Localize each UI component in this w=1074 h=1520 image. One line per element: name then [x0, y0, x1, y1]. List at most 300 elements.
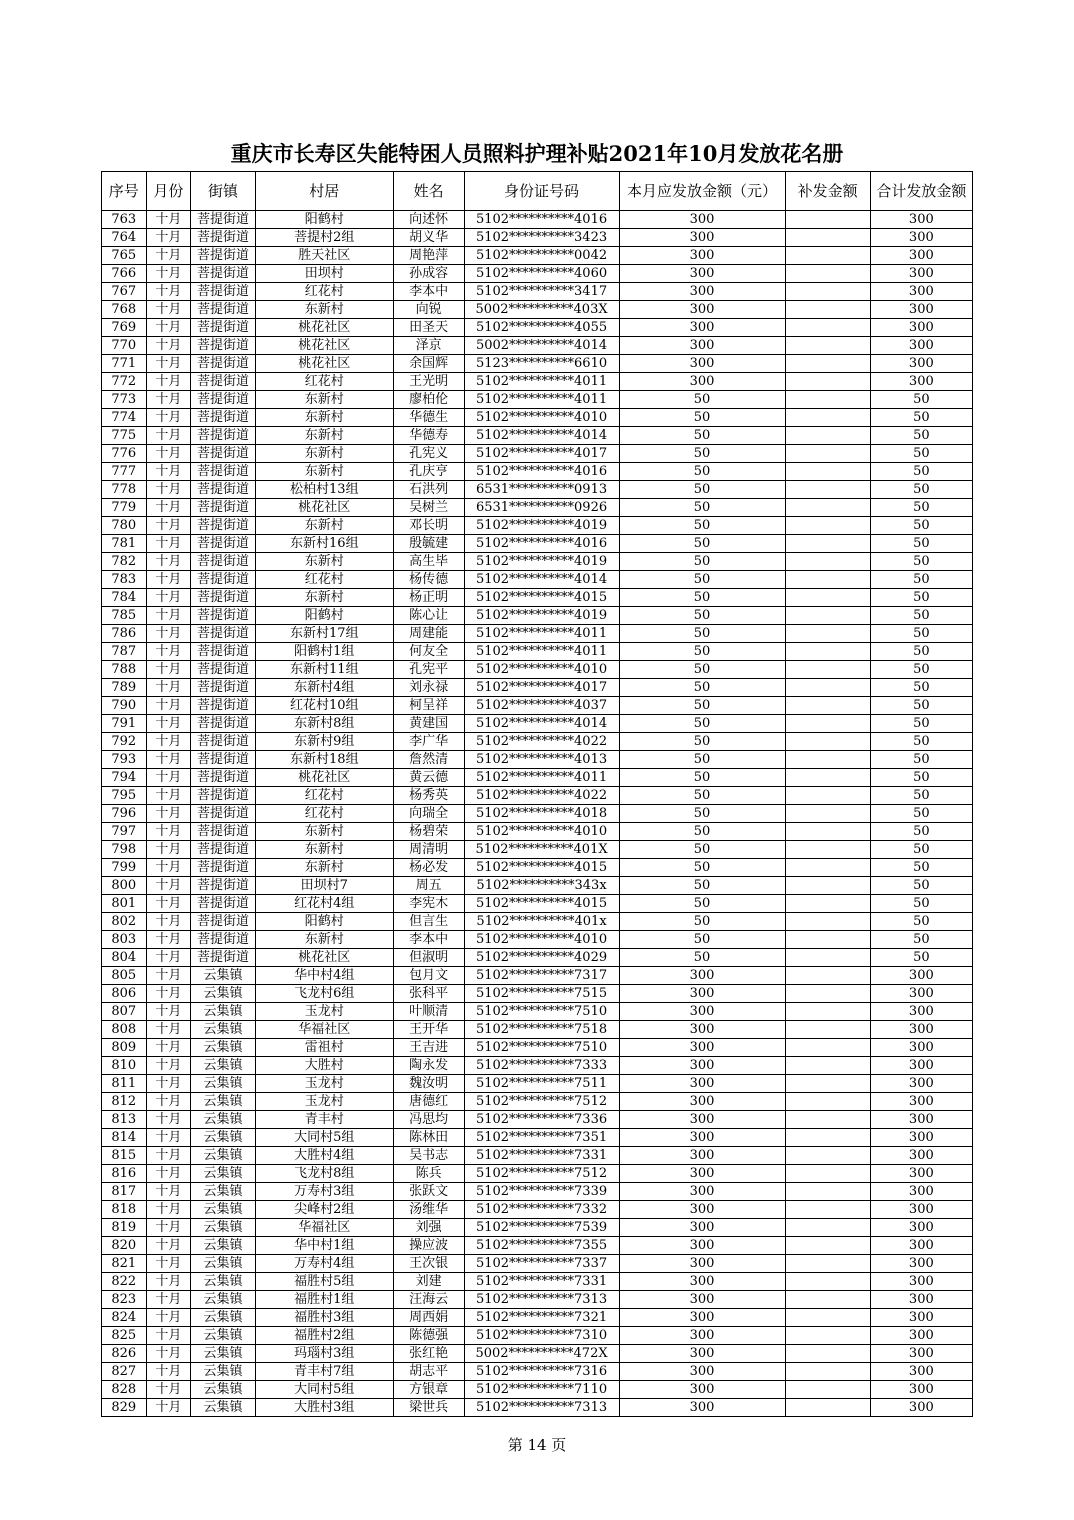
cell-index: 818 [102, 1201, 147, 1219]
cell-month: 十月 [146, 1111, 191, 1129]
cell-monthly-amount: 50 [619, 949, 785, 967]
cell-village: 桃花社区 [255, 337, 393, 355]
cell-total-amount: 300 [870, 373, 972, 391]
cell-id-number: 5102**********4022 [464, 787, 619, 805]
cell-street: 菩提街道 [191, 769, 256, 787]
cell-street: 云集镇 [191, 1075, 256, 1093]
cell-total-amount: 300 [870, 265, 972, 283]
table-row [102, 769, 973, 787]
cell-total-amount: 50 [870, 715, 972, 733]
cell-monthly-amount: 300 [619, 1327, 785, 1345]
cell-id-number: 5102**********4037 [464, 697, 619, 715]
cell-month: 十月 [146, 679, 191, 697]
cell-village: 福胜村5组 [255, 1273, 393, 1291]
cell-index: 798 [102, 841, 147, 859]
cell-village: 红花村10组 [255, 697, 393, 715]
cell-total-amount: 300 [870, 1381, 972, 1399]
table-row [102, 265, 973, 283]
cell-village: 大同村5组 [255, 1381, 393, 1399]
cell-supplement-amount [785, 571, 870, 589]
cell-id-number: 6531**********0926 [464, 499, 619, 517]
cell-supplement-amount [785, 211, 870, 229]
cell-name: 孔宪平 [393, 661, 464, 679]
cell-village: 雷祖村 [255, 1039, 393, 1057]
cell-index: 819 [102, 1219, 147, 1237]
cell-month: 十月 [146, 211, 191, 229]
cell-name: 胡志平 [393, 1363, 464, 1381]
cell-supplement-amount [785, 985, 870, 1003]
cell-supplement-amount [785, 679, 870, 697]
cell-village: 东新村 [255, 823, 393, 841]
cell-supplement-amount [785, 247, 870, 265]
cell-street: 菩提街道 [191, 607, 256, 625]
cell-name: 张红艳 [393, 1345, 464, 1363]
cell-id-number: 5102**********7332 [464, 1201, 619, 1219]
header-supplement-amount: 补发金额 [785, 172, 870, 211]
cell-index: 802 [102, 913, 147, 931]
table-row [102, 1147, 973, 1165]
cell-id-number: 5102**********4010 [464, 823, 619, 841]
cell-total-amount: 50 [870, 913, 972, 931]
cell-name: 石洪列 [393, 481, 464, 499]
cell-name: 李本中 [393, 283, 464, 301]
cell-index: 772 [102, 373, 147, 391]
cell-village: 东新村17组 [255, 625, 393, 643]
cell-total-amount: 300 [870, 355, 972, 373]
cell-month: 十月 [146, 229, 191, 247]
cell-index: 777 [102, 463, 147, 481]
table-row [102, 355, 973, 373]
cell-id-number: 5102**********7313 [464, 1291, 619, 1309]
cell-month: 十月 [146, 373, 191, 391]
cell-id-number: 5102**********4014 [464, 715, 619, 733]
cell-street: 菩提街道 [191, 463, 256, 481]
cell-month: 十月 [146, 391, 191, 409]
cell-id-number: 5102**********4016 [464, 535, 619, 553]
cell-month: 十月 [146, 859, 191, 877]
cell-supplement-amount [785, 589, 870, 607]
cell-name: 叶顺清 [393, 1003, 464, 1021]
cell-month: 十月 [146, 463, 191, 481]
cell-total-amount: 300 [870, 1219, 972, 1237]
cell-id-number: 5102**********4016 [464, 463, 619, 481]
cell-id-number: 5102**********7515 [464, 985, 619, 1003]
cell-village: 东新村4组 [255, 679, 393, 697]
cell-name: 刘建 [393, 1273, 464, 1291]
cell-supplement-amount [785, 481, 870, 499]
cell-name: 陈林田 [393, 1129, 464, 1147]
cell-index: 800 [102, 877, 147, 895]
cell-monthly-amount: 50 [619, 625, 785, 643]
cell-total-amount: 50 [870, 409, 972, 427]
cell-id-number: 5102**********7351 [464, 1129, 619, 1147]
cell-id-number: 5102**********7331 [464, 1147, 619, 1165]
cell-village: 胜天社区 [255, 247, 393, 265]
cell-village: 东新村 [255, 445, 393, 463]
table-row [102, 679, 973, 697]
cell-total-amount: 300 [870, 1291, 972, 1309]
table-row [102, 859, 973, 877]
cell-name: 吴树兰 [393, 499, 464, 517]
table-row [102, 1327, 973, 1345]
cell-month: 十月 [146, 1075, 191, 1093]
cell-monthly-amount: 300 [619, 1237, 785, 1255]
cell-supplement-amount [785, 1273, 870, 1291]
cell-id-number: 5102**********4019 [464, 607, 619, 625]
cell-monthly-amount: 300 [619, 1345, 785, 1363]
cell-id-number: 5102**********4017 [464, 445, 619, 463]
cell-month: 十月 [146, 589, 191, 607]
cell-index: 767 [102, 283, 147, 301]
cell-name: 周五 [393, 877, 464, 895]
cell-monthly-amount: 300 [619, 1309, 785, 1327]
cell-monthly-amount: 50 [619, 769, 785, 787]
cell-id-number: 5102**********4011 [464, 391, 619, 409]
table-row [102, 967, 973, 985]
cell-total-amount: 300 [870, 1021, 972, 1039]
cell-id-number: 5102**********3423 [464, 229, 619, 247]
cell-monthly-amount: 300 [619, 265, 785, 283]
cell-total-amount: 50 [870, 679, 972, 697]
table-row [102, 1363, 973, 1381]
cell-street: 云集镇 [191, 1129, 256, 1147]
header-street: 街镇 [191, 172, 256, 211]
cell-name: 周艳萍 [393, 247, 464, 265]
cell-total-amount: 50 [870, 733, 972, 751]
cell-village: 华中村4组 [255, 967, 393, 985]
cell-total-amount: 300 [870, 1075, 972, 1093]
cell-id-number: 5102**********4011 [464, 643, 619, 661]
cell-total-amount: 50 [870, 859, 972, 877]
cell-id-number: 5102**********4015 [464, 859, 619, 877]
cell-supplement-amount [785, 1363, 870, 1381]
cell-id-number: 5102**********7337 [464, 1255, 619, 1273]
cell-month: 十月 [146, 283, 191, 301]
cell-id-number: 5102**********4016 [464, 211, 619, 229]
cell-monthly-amount: 300 [619, 1219, 785, 1237]
table-row [102, 1129, 973, 1147]
table-row [102, 787, 973, 805]
cell-monthly-amount: 300 [619, 355, 785, 373]
cell-name: 包月文 [393, 967, 464, 985]
cell-month: 十月 [146, 427, 191, 445]
cell-village: 东新村9组 [255, 733, 393, 751]
cell-street: 云集镇 [191, 1237, 256, 1255]
cell-monthly-amount: 50 [619, 409, 785, 427]
cell-index: 783 [102, 571, 147, 589]
cell-month: 十月 [146, 1057, 191, 1075]
cell-month: 十月 [146, 517, 191, 535]
cell-street: 菩提街道 [191, 373, 256, 391]
cell-total-amount: 50 [870, 571, 972, 589]
cell-village: 飞龙村8组 [255, 1165, 393, 1183]
cell-street: 云集镇 [191, 1273, 256, 1291]
cell-supplement-amount [785, 319, 870, 337]
cell-monthly-amount: 300 [619, 1183, 785, 1201]
cell-street: 菩提街道 [191, 625, 256, 643]
cell-id-number: 5102**********7339 [464, 1183, 619, 1201]
cell-street: 菩提街道 [191, 823, 256, 841]
cell-index: 817 [102, 1183, 147, 1201]
cell-street: 云集镇 [191, 1165, 256, 1183]
cell-village: 阳鹤村 [255, 913, 393, 931]
cell-street: 云集镇 [191, 1201, 256, 1219]
cell-month: 十月 [146, 571, 191, 589]
cell-monthly-amount: 50 [619, 571, 785, 589]
cell-street: 菩提街道 [191, 535, 256, 553]
cell-supplement-amount [785, 895, 870, 913]
cell-street: 云集镇 [191, 1219, 256, 1237]
cell-monthly-amount: 50 [619, 877, 785, 895]
cell-supplement-amount [785, 391, 870, 409]
table-row [102, 1039, 973, 1057]
cell-village: 大同村5组 [255, 1129, 393, 1147]
cell-total-amount: 300 [870, 985, 972, 1003]
cell-village: 玉龙村 [255, 1093, 393, 1111]
cell-index: 813 [102, 1111, 147, 1129]
cell-monthly-amount: 50 [619, 463, 785, 481]
cell-monthly-amount: 300 [619, 1273, 785, 1291]
cell-index: 766 [102, 265, 147, 283]
cell-street: 云集镇 [191, 1021, 256, 1039]
cell-total-amount: 50 [870, 463, 972, 481]
cell-month: 十月 [146, 1327, 191, 1345]
cell-id-number: 5102**********7518 [464, 1021, 619, 1039]
cell-supplement-amount [785, 517, 870, 535]
cell-village: 福胜村1组 [255, 1291, 393, 1309]
cell-supplement-amount [785, 1399, 870, 1417]
cell-total-amount: 50 [870, 643, 972, 661]
cell-name: 杨正明 [393, 589, 464, 607]
cell-monthly-amount: 300 [619, 985, 785, 1003]
cell-index: 827 [102, 1363, 147, 1381]
cell-id-number: 5102**********7310 [464, 1327, 619, 1345]
cell-supplement-amount [785, 1345, 870, 1363]
cell-total-amount: 300 [870, 1129, 972, 1147]
cell-name: 汪海云 [393, 1291, 464, 1309]
table-row [102, 1201, 973, 1219]
cell-name: 李宪木 [393, 895, 464, 913]
cell-village: 华福社区 [255, 1219, 393, 1237]
cell-id-number: 5102**********7510 [464, 1039, 619, 1057]
cell-index: 821 [102, 1255, 147, 1273]
cell-village: 华中村1组 [255, 1237, 393, 1255]
cell-total-amount: 300 [870, 283, 972, 301]
cell-total-amount: 300 [870, 1093, 972, 1111]
cell-name: 向锐 [393, 301, 464, 319]
cell-id-number: 5102**********7510 [464, 1003, 619, 1021]
cell-name: 李广华 [393, 733, 464, 751]
cell-id-number: 5102**********4055 [464, 319, 619, 337]
cell-id-number: 5102**********401x [464, 913, 619, 931]
cell-supplement-amount [785, 949, 870, 967]
cell-supplement-amount [785, 1381, 870, 1399]
cell-month: 十月 [146, 445, 191, 463]
cell-monthly-amount: 300 [619, 211, 785, 229]
cell-month: 十月 [146, 1039, 191, 1057]
cell-id-number: 5102**********7336 [464, 1111, 619, 1129]
cell-total-amount: 300 [870, 301, 972, 319]
cell-month: 十月 [146, 661, 191, 679]
cell-monthly-amount: 50 [619, 859, 785, 877]
cell-street: 云集镇 [191, 1309, 256, 1327]
cell-index: 805 [102, 967, 147, 985]
cell-supplement-amount [785, 841, 870, 859]
cell-village: 青丰村 [255, 1111, 393, 1129]
cell-month: 十月 [146, 319, 191, 337]
cell-monthly-amount: 50 [619, 481, 785, 499]
cell-supplement-amount [785, 1291, 870, 1309]
cell-name: 张跃文 [393, 1183, 464, 1201]
table-row [102, 1219, 973, 1237]
cell-total-amount: 50 [870, 625, 972, 643]
cell-monthly-amount: 300 [619, 1075, 785, 1093]
table-row [102, 805, 973, 823]
table-row [102, 895, 973, 913]
table-row [102, 625, 973, 643]
cell-village: 阳鹤村 [255, 211, 393, 229]
cell-name: 杨碧荣 [393, 823, 464, 841]
cell-month: 十月 [146, 1255, 191, 1273]
cell-village: 东新村 [255, 931, 393, 949]
cell-id-number: 5102**********7355 [464, 1237, 619, 1255]
cell-total-amount: 300 [870, 1237, 972, 1255]
cell-total-amount: 300 [870, 1003, 972, 1021]
cell-index: 771 [102, 355, 147, 373]
cell-id-number: 5102**********4015 [464, 895, 619, 913]
cell-index: 801 [102, 895, 147, 913]
cell-name: 周西娟 [393, 1309, 464, 1327]
cell-street: 云集镇 [191, 1057, 256, 1075]
cell-index: 810 [102, 1057, 147, 1075]
cell-supplement-amount [785, 1039, 870, 1057]
cell-street: 云集镇 [191, 1093, 256, 1111]
cell-index: 829 [102, 1399, 147, 1417]
cell-index: 809 [102, 1039, 147, 1057]
cell-monthly-amount: 300 [619, 1147, 785, 1165]
cell-id-number: 5102**********7511 [464, 1075, 619, 1093]
cell-monthly-amount: 300 [619, 1165, 785, 1183]
cell-index: 790 [102, 697, 147, 715]
table-row [102, 1345, 973, 1363]
table-row [102, 1003, 973, 1021]
table-row [102, 823, 973, 841]
cell-name: 陈心让 [393, 607, 464, 625]
cell-name: 但言生 [393, 913, 464, 931]
cell-index: 780 [102, 517, 147, 535]
cell-month: 十月 [146, 877, 191, 895]
header-name: 姓名 [393, 172, 464, 211]
cell-month: 十月 [146, 643, 191, 661]
cell-month: 十月 [146, 265, 191, 283]
cell-total-amount: 300 [870, 1327, 972, 1345]
cell-month: 十月 [146, 823, 191, 841]
table-row [102, 607, 973, 625]
cell-supplement-amount [785, 967, 870, 985]
cell-month: 十月 [146, 913, 191, 931]
cell-id-number: 5102**********4015 [464, 589, 619, 607]
cell-monthly-amount: 300 [619, 1003, 785, 1021]
table-row [102, 1183, 973, 1201]
cell-id-number: 5102**********4014 [464, 571, 619, 589]
page-title: 重庆市长寿区失能特困人员照料护理补贴2021年10月发放花名册 [230, 141, 844, 166]
cell-village: 阳鹤村 [255, 607, 393, 625]
cell-name: 王开华 [393, 1021, 464, 1039]
table-row [102, 733, 973, 751]
table-row [102, 445, 973, 463]
cell-total-amount: 300 [870, 1147, 972, 1165]
cell-village: 阳鹤村1组 [255, 643, 393, 661]
cell-month: 十月 [146, 1093, 191, 1111]
cell-name: 陈兵 [393, 1165, 464, 1183]
cell-monthly-amount: 50 [619, 427, 785, 445]
cell-id-number: 5102**********4014 [464, 427, 619, 445]
table-row [102, 499, 973, 517]
cell-index: 763 [102, 211, 147, 229]
cell-village: 桃花社区 [255, 499, 393, 517]
cell-id-number: 5002**********403X [464, 301, 619, 319]
cell-supplement-amount [785, 661, 870, 679]
table-row [102, 1021, 973, 1039]
cell-name: 汤维华 [393, 1201, 464, 1219]
table-row [102, 373, 973, 391]
cell-index: 786 [102, 625, 147, 643]
cell-month: 十月 [146, 409, 191, 427]
cell-month: 十月 [146, 949, 191, 967]
cell-month: 十月 [146, 499, 191, 517]
cell-name: 华德寿 [393, 427, 464, 445]
cell-total-amount: 300 [870, 1363, 972, 1381]
cell-street: 菩提街道 [191, 319, 256, 337]
cell-name: 田圣天 [393, 319, 464, 337]
cell-street: 菩提街道 [191, 859, 256, 877]
cell-street: 菩提街道 [191, 229, 256, 247]
cell-supplement-amount [785, 373, 870, 391]
cell-month: 十月 [146, 247, 191, 265]
cell-month: 十月 [146, 1273, 191, 1291]
table-row [102, 1111, 973, 1129]
cell-street: 菩提街道 [191, 805, 256, 823]
cell-supplement-amount [785, 715, 870, 733]
cell-monthly-amount: 50 [619, 607, 785, 625]
table-row [102, 841, 973, 859]
cell-village: 东新村 [255, 553, 393, 571]
cell-name: 魏汝明 [393, 1075, 464, 1093]
cell-supplement-amount [785, 1183, 870, 1201]
cell-id-number: 5102**********7321 [464, 1309, 619, 1327]
cell-supplement-amount [785, 787, 870, 805]
cell-name: 邓长明 [393, 517, 464, 535]
cell-name: 胡义华 [393, 229, 464, 247]
cell-supplement-amount [785, 445, 870, 463]
cell-total-amount: 300 [870, 1165, 972, 1183]
cell-month: 十月 [146, 1183, 191, 1201]
cell-street: 菩提街道 [191, 895, 256, 913]
cell-village: 东新村 [255, 859, 393, 877]
cell-street: 菩提街道 [191, 247, 256, 265]
cell-index: 770 [102, 337, 147, 355]
cell-monthly-amount: 300 [619, 1291, 785, 1309]
cell-month: 十月 [146, 1399, 191, 1417]
cell-village: 飞龙村6组 [255, 985, 393, 1003]
cell-name: 余国辉 [393, 355, 464, 373]
cell-village: 桃花社区 [255, 769, 393, 787]
cell-monthly-amount: 50 [619, 589, 785, 607]
cell-index: 793 [102, 751, 147, 769]
cell-month: 十月 [146, 715, 191, 733]
cell-id-number: 5102**********4019 [464, 517, 619, 535]
table-row [102, 949, 973, 967]
